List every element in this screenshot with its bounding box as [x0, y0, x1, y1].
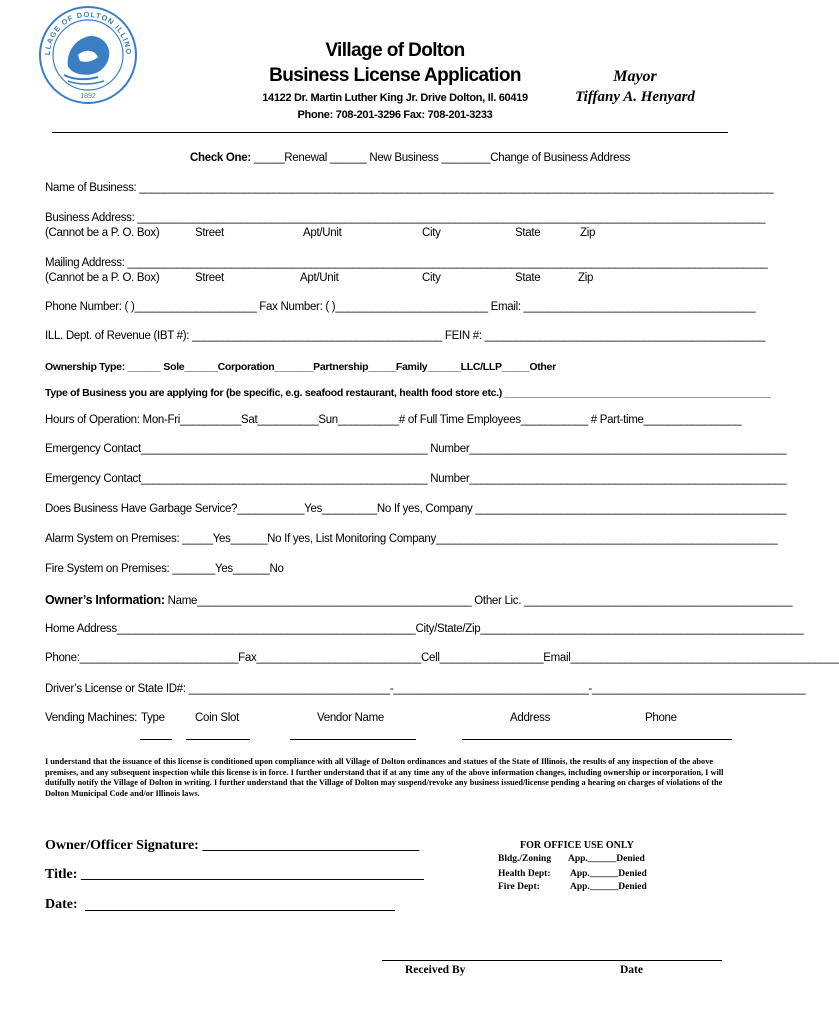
seal-top-text: LLAGE OF DOLTON ILLINO — [42, 9, 134, 56]
vending-address-phone-line[interactable] — [462, 739, 732, 740]
business-street-label: Street — [195, 227, 224, 239]
village-seal — [38, 5, 138, 105]
business-city-label: City — [422, 227, 441, 239]
mailing-address-note: (Cannot be a P. O. Box) — [45, 272, 160, 284]
owner-title-field[interactable]: Title: _________________________________________________ — [45, 867, 424, 882]
vending-address-label: Address — [510, 712, 551, 724]
owner-phone-fax-cell-field[interactable]: Phone:__________________________Fax___________________________Cell_________________Email____________________________________________ — [45, 652, 839, 664]
mayor-title: Mayor — [613, 68, 657, 85]
drivers-license-field[interactable]: Driver’s License or State ID#: _________________________________-________________________________-___________________________________ — [45, 683, 806, 695]
seal-year: 1892 — [80, 93, 96, 100]
date-label: Date: — [45, 897, 78, 912]
vending-vendor-name-label: Vendor Name — [317, 712, 385, 724]
emergency-contact-1-field[interactable]: Emergency Contact_______________________________________________ Number____________________________________________________ — [45, 443, 787, 455]
vending-coin-slot-line[interactable] — [186, 739, 250, 740]
owner-signature-field[interactable]: Owner/Officer Signature: _______________________________ — [45, 838, 420, 853]
owner-info-label: Owner’s Information: — [45, 593, 165, 607]
revenue-fein-field[interactable]: ILL. Dept. of Revenue (IBT #): _________________________________________ FEIN #: ______________________________________________ — [45, 330, 766, 342]
vending-type-label: Type — [141, 712, 165, 724]
garbage-service-field[interactable]: Does Business Have Garbage Service?___________Yes_________No If yes, Company ___________________________________________________ — [45, 503, 787, 515]
legal-disclaimer: I understand that the issuance of this license is conditioned upon compliance with all Village of Dolton ordinances and statues of the State of Illinois, the results of any inspection of the above premises, and any subsequent inspection while this license is in force. I further understand that if at any time any of the above information changes, including ownership or incorporation, I will dutifully notify the Village of Dolton in writing. I further understand that the Village of Dolton may suspend/revoke any business issued/license pending a hearing on charges of violations of the Dolton Municipal Code and/or Illinois laws. — [45, 757, 724, 798]
received-by-line[interactable] — [382, 960, 722, 961]
home-address-field[interactable]: Home Address_________________________________________________City/State/Zip_____________________________________________________ — [45, 623, 804, 635]
mailing-state-label: State — [515, 272, 541, 284]
health-dept-label: Health Dept: — [498, 869, 551, 879]
fire-system-field[interactable]: Fire System on Premises: _______Yes______No — [45, 563, 284, 575]
emergency-contact-2-field[interactable]: Emergency Contact_______________________________________________ Number____________________________________________________ — [45, 473, 787, 485]
mailing-zip-label: Zip — [578, 272, 594, 284]
bldg-zoning-status[interactable]: App.______Denied — [568, 854, 645, 864]
owner-info-row — [45, 593, 793, 607]
header-divider — [52, 132, 728, 133]
mayor-name: Tiffany A. Henyard — [575, 89, 695, 105]
business-type-field[interactable]: Type of Business you are applying for (be specific, e.g. seafood restaurant, health food store etc.) ________________________________________________ — [45, 387, 771, 399]
business-apt-label: Apt/Unit — [303, 227, 342, 239]
received-date-label: Date — [620, 964, 643, 976]
ownership-type-row[interactable]: Ownership Type: ______ Sole______Corporation_______Partnership_____Family______LLC/LLP_____Other — [45, 361, 556, 373]
business-address-field[interactable]: Business Address: _______________________________________________________________________________________________________ — [45, 212, 766, 224]
alarm-system-field[interactable]: Alarm System on Premises: _____Yes______No If yes, List Monitoring Company________________________________________________________ — [45, 533, 778, 545]
business-zip-label: Zip — [580, 227, 596, 239]
check-one-options[interactable]: _____Renewal ______ New Business ________Change of Business Address — [253, 152, 631, 164]
vending-type-line[interactable] — [140, 739, 172, 740]
vending-vendor-name-line[interactable] — [290, 739, 416, 740]
mailing-address-field[interactable]: Mailing Address: _________________________________________________________________________________________________________ — [45, 257, 768, 269]
office-use-heading: FOR OFFICE USE ONLY — [520, 840, 634, 851]
health-dept-status[interactable]: App.______Denied — [570, 869, 647, 879]
bldg-zoning-label: Bldg./Zoning — [498, 854, 552, 864]
hours-of-operation-field[interactable]: Hours of Operation: Mon-Fri__________Sat__________Sun__________# of Full Time Employees___________ # Part-time________________ — [45, 414, 742, 426]
check-one-label: Check One: — [190, 152, 251, 164]
business-address-note: (Cannot be a P. O. Box) — [45, 227, 160, 239]
form-title: Business License Application — [269, 65, 521, 86]
village-name: Village of Dolton — [325, 40, 465, 61]
check-one-row — [190, 152, 630, 164]
business-name-field[interactable]: Name of Business: ________________________________________________________________________________________________________ — [45, 182, 774, 194]
vending-label: Vending Machines: — [45, 712, 138, 724]
mailing-street-label: Street — [195, 272, 224, 284]
owner-name-field[interactable]: Name_____________________________________________ Other Lic. ____________________________________________ — [167, 595, 793, 607]
fire-dept-label: Fire Dept: — [498, 882, 540, 892]
fire-dept-status[interactable]: App.______Denied — [570, 882, 647, 892]
business-state-label: State — [515, 227, 541, 239]
mailing-city-label: City — [422, 272, 441, 284]
mailing-apt-label: Apt/Unit — [300, 272, 339, 284]
vending-coin-slot-label: Coin Slot — [195, 712, 239, 724]
village-phone-fax: Phone: 708-201-3296 Fax: 708-201-3233 — [297, 109, 493, 121]
received-by-label: Received By — [405, 964, 466, 976]
phone-fax-email-field[interactable]: Phone Number: ( )____________________ Fax Number: ( )_________________________ Email: ______________________________________ — [45, 301, 756, 313]
vending-phone-label: Phone — [645, 712, 677, 724]
date-line[interactable] — [85, 910, 395, 911]
village-address: 14122 Dr. Martin Luther King Jr. Drive Dolton, Il. 60419 — [262, 92, 528, 104]
